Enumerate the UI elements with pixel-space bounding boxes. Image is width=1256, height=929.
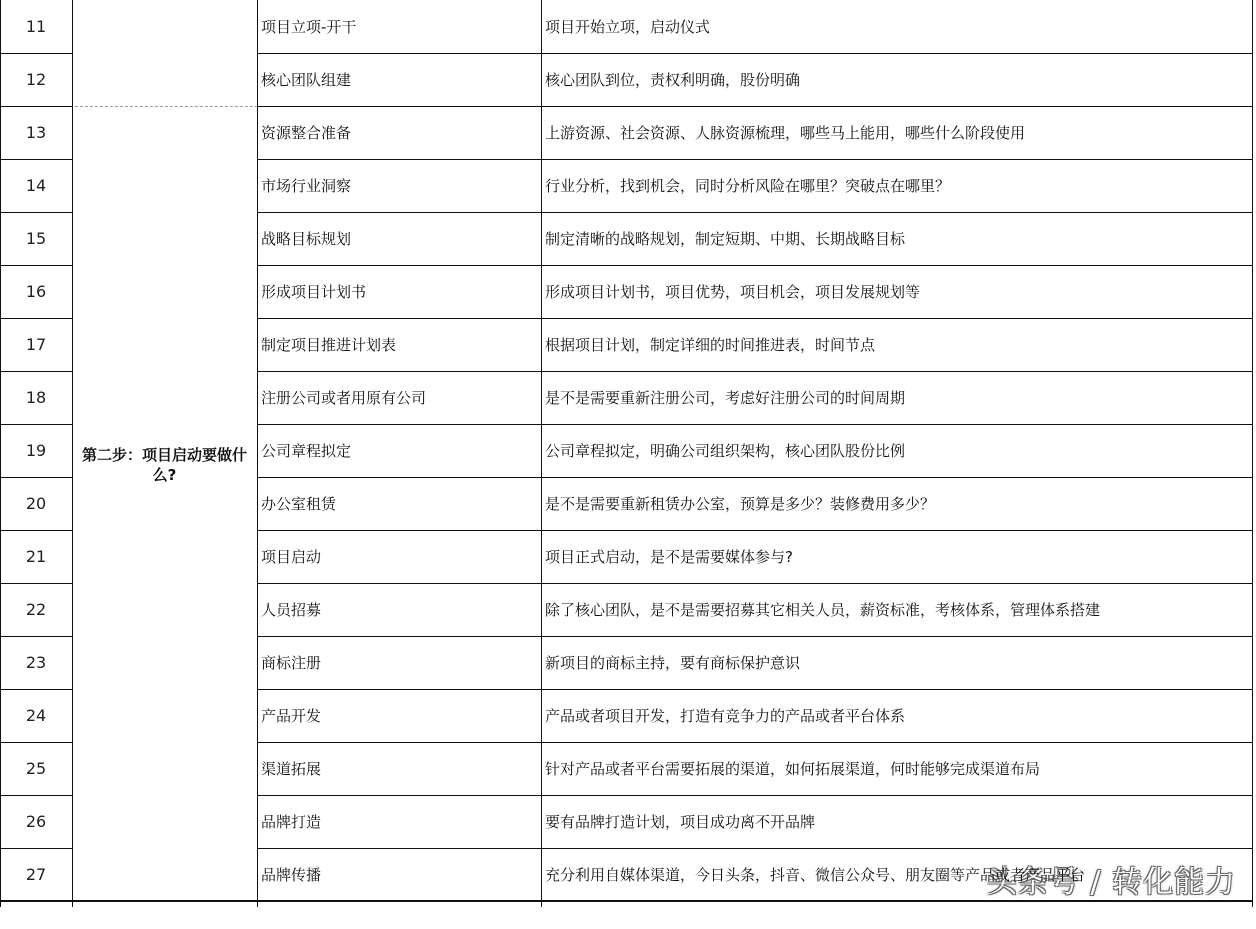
row-number-cell[interactable]: 13 — [25, 123, 47, 142]
row-divider — [0, 53, 72, 54]
task-description-cell[interactable]: 是不是需要重新注册公司，考虑好注册公司的时间周期 — [545, 389, 906, 407]
row-divider — [0, 265, 72, 266]
task-description-cell[interactable]: 要有品牌打造计划，项目成功离不开品牌 — [545, 813, 816, 831]
row-divider — [0, 159, 72, 160]
row-divider — [257, 477, 1252, 478]
row-number-cell[interactable]: 26 — [25, 812, 47, 831]
task-description-cell[interactable]: 产品或者项目开发，打造有竞争力的产品或者平台体系 — [545, 707, 906, 725]
task-description-cell[interactable]: 充分利用自媒体渠道，今日头条，抖音、微信公众号、朋友圈等产品或者产品平台 — [545, 866, 1086, 884]
task-name-cell[interactable]: 注册公司或者用原有公司 — [261, 389, 427, 407]
row-divider — [257, 53, 1252, 54]
task-name-cell[interactable]: 形成项目计划书 — [261, 283, 367, 301]
row-divider — [257, 583, 1252, 584]
task-name-cell[interactable]: 资源整合准备 — [261, 124, 352, 142]
row-divider — [0, 371, 72, 372]
row-divider — [0, 689, 72, 690]
column-divider — [0, 0, 1, 907]
task-name-cell[interactable]: 公司章程拟定 — [261, 442, 352, 460]
row-divider — [0, 318, 72, 319]
task-description-cell[interactable]: 项目开始立项，启动仪式 — [545, 18, 711, 36]
row-divider — [257, 159, 1252, 160]
task-description-cell[interactable]: 新项目的商标主持，要有商标保护意识 — [545, 654, 801, 672]
row-divider — [0, 106, 72, 107]
task-description-cell[interactable]: 除了核心团队，是不是需要招募其它相关人员，薪资标准，考核体系，管理体系搭建 — [545, 601, 1101, 619]
row-divider — [257, 689, 1252, 690]
task-name-cell[interactable]: 办公室租赁 — [261, 495, 337, 513]
row-divider — [257, 530, 1252, 531]
row-number-cell[interactable]: 14 — [25, 176, 47, 195]
task-description-cell[interactable]: 公司章程拟定，明确公司组织架构，核心团队股份比例 — [545, 442, 906, 460]
task-description-cell[interactable]: 制定清晰的战略规划，制定短期、中期、长期战略目标 — [545, 230, 906, 248]
row-number-cell[interactable]: 19 — [25, 441, 47, 460]
row-divider — [257, 636, 1252, 637]
row-divider — [0, 212, 72, 213]
task-name-cell[interactable]: 战略目标规划 — [261, 230, 352, 248]
stage-label-cell[interactable]: 第二步：项目启动要做什么? — [81, 445, 247, 484]
task-name-cell[interactable]: 产品开发 — [261, 707, 322, 725]
row-divider — [0, 530, 72, 531]
row-number-cell[interactable]: 15 — [25, 229, 47, 248]
table-bottom-border — [0, 900, 1252, 902]
task-description-cell[interactable]: 项目正式启动，是不是需要媒体参与? — [545, 548, 793, 566]
column-divider — [257, 0, 258, 907]
row-divider — [0, 636, 72, 637]
row-number-cell[interactable]: 25 — [25, 759, 47, 778]
row-number-cell[interactable]: 12 — [25, 70, 47, 89]
row-divider — [0, 848, 72, 849]
task-name-cell[interactable]: 人员招募 — [261, 601, 322, 619]
row-divider — [0, 424, 72, 425]
row-divider — [257, 371, 1252, 372]
task-description-cell[interactable]: 根据项目计划，制定详细的时间推进表，时间节点 — [545, 336, 876, 354]
task-name-cell[interactable]: 品牌打造 — [261, 813, 322, 831]
row-number-cell[interactable]: 21 — [25, 547, 47, 566]
row-divider — [257, 212, 1252, 213]
task-description-cell[interactable]: 是不是需要重新租赁办公室，预算是多少？装修费用多少？ — [545, 495, 936, 513]
column-divider — [1252, 0, 1253, 907]
task-name-cell[interactable]: 市场行业洞察 — [261, 177, 352, 195]
task-name-cell[interactable]: 项目启动 — [261, 548, 322, 566]
column-divider — [541, 0, 542, 907]
row-divider — [257, 318, 1252, 319]
row-number-cell[interactable]: 11 — [25, 17, 47, 36]
row-divider — [0, 477, 72, 478]
task-description-cell[interactable]: 形成项目计划书，项目优势，项目机会，项目发展规划等 — [545, 283, 921, 301]
row-number-cell[interactable]: 23 — [25, 653, 47, 672]
row-number-cell[interactable]: 27 — [25, 865, 47, 884]
task-name-cell[interactable]: 渠道拓展 — [261, 760, 322, 778]
task-name-cell[interactable]: 品牌传播 — [261, 866, 322, 884]
row-number-cell[interactable]: 22 — [25, 600, 47, 619]
task-name-cell[interactable]: 项目立项-开干 — [261, 18, 357, 36]
row-number-cell[interactable]: 20 — [25, 494, 47, 513]
row-divider — [257, 742, 1252, 743]
task-description-cell[interactable]: 核心团队到位，责权利明确，股份明确 — [545, 71, 801, 89]
row-divider — [0, 583, 72, 584]
row-number-cell[interactable]: 18 — [25, 388, 47, 407]
task-name-cell[interactable]: 核心团队组建 — [261, 71, 352, 89]
row-divider — [257, 424, 1252, 425]
column-divider — [72, 0, 73, 907]
row-divider — [0, 795, 72, 796]
task-name-cell[interactable]: 商标注册 — [261, 654, 322, 672]
row-divider — [0, 742, 72, 743]
watermark: 头条号 / 转化能力 — [986, 865, 1236, 900]
row-divider — [257, 848, 1252, 849]
row-divider — [257, 265, 1252, 266]
row-number-cell[interactable]: 17 — [25, 335, 47, 354]
row-divider — [257, 106, 1252, 107]
task-description-cell[interactable]: 上游资源、社会资源、人脉资源梳理，哪些马上能用，哪些什么阶段使用 — [545, 124, 1026, 142]
task-description-cell[interactable]: 行业分析，找到机会，同时分析风险在哪里？突破点在哪里？ — [545, 177, 951, 195]
row-number-cell[interactable]: 16 — [25, 282, 47, 301]
row-divider — [257, 795, 1252, 796]
task-description-cell[interactable]: 针对产品或者平台需要拓展的渠道，如何拓展渠道，何时能够完成渠道布局 — [545, 760, 1041, 778]
task-name-cell[interactable]: 制定项目推进计划表 — [261, 336, 397, 354]
row-number-cell[interactable]: 24 — [25, 706, 47, 725]
